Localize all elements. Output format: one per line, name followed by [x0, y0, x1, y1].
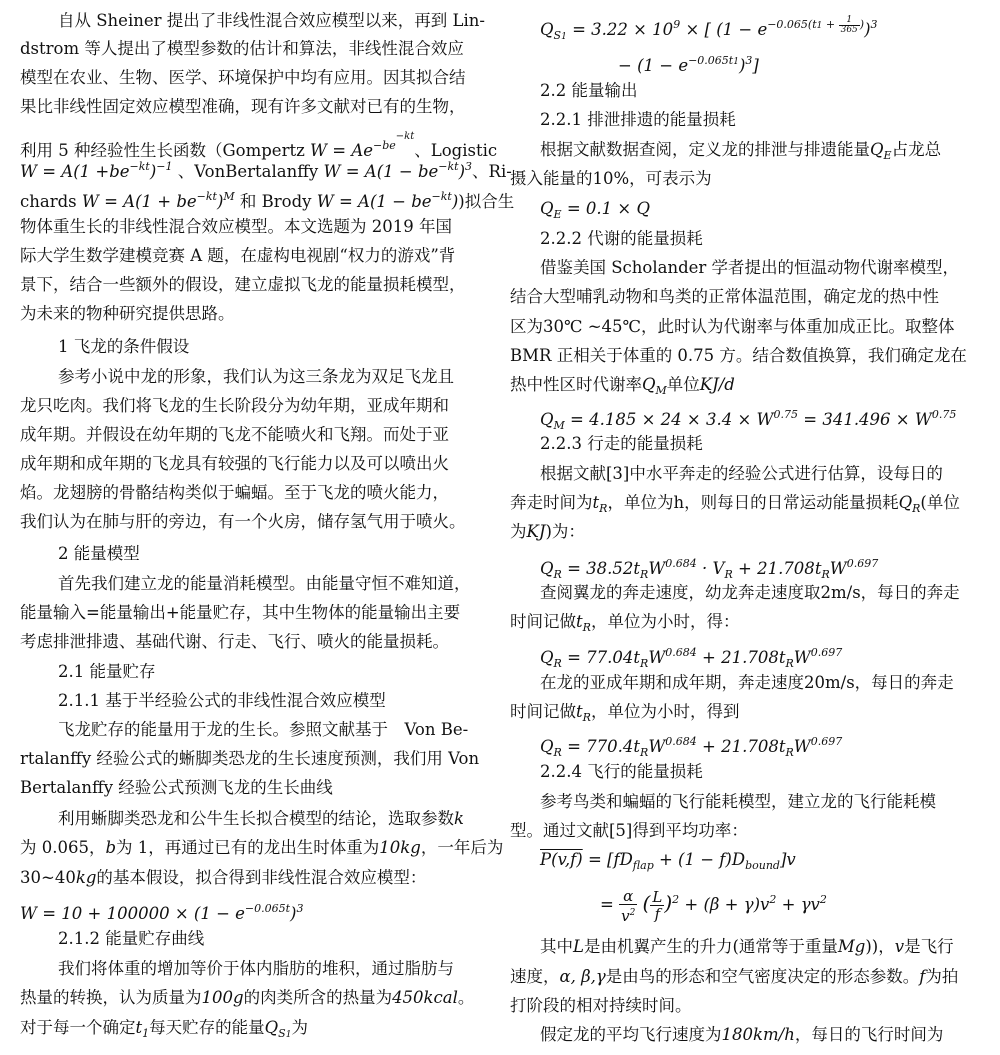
paragraph-line: 摄入能量的10%，可表示为	[510, 169, 712, 188]
subsection-heading: 2.1.2 能量贮存曲线	[58, 929, 205, 948]
section-heading: 1 飞龙的条件假设	[58, 337, 190, 356]
paragraph-line: 为未来的物种研究提供思路。	[20, 304, 235, 323]
vonbertalanffy-formula: $W = A(1 - be^{-kt})^3$	[323, 160, 473, 181]
flight-power-equation-line1: $P(v,f) = [fD_{flap} + (1 - f)D_{bound}]v$	[540, 850, 796, 872]
paragraph-line: 打阶段的相对持续时间。	[510, 996, 692, 1015]
running-equation: $Q_R = 38.52t_RW^{0.684} \cdot V_R + 21.708t_RW^{0.697}$	[540, 557, 879, 581]
paragraph-line: 根据文献数据查阅，定义龙的排泄与排遗能量$Q_E$占龙总	[540, 140, 942, 162]
paragraph-line: 焰。龙翅膀的骨骼结构类似于蝙蝠。至于飞龙的喷火能力，	[20, 483, 449, 502]
paragraph-line: 热中性区时代谢率$Q_M$单位KJ/d	[510, 375, 735, 397]
paragraph-line: 际大学生数学建模竞赛 A 题，在虚构电视剧“权力的游戏”背	[20, 246, 456, 265]
text: 、VonBertalanffy	[177, 162, 319, 181]
paragraph-line: 根据文献[3]中水平奔走的经验公式进行估算，设每日的	[540, 464, 943, 483]
text: chards	[20, 192, 77, 211]
paragraph-line: 我们认为在肺与肝的旁边，有一个火房，储存氢气用于喷火。	[20, 512, 466, 531]
richards-formula: $W = A(1 + be^{-kt})^M$	[81, 190, 235, 211]
text: 、Ri-	[472, 162, 512, 181]
text: 和 Brody	[239, 192, 312, 211]
paragraph-line: 区为30℃ ~45℃，此时认为代谢率与体重加成正比。取整体	[510, 317, 955, 336]
paragraph-line: 能量输入=能量输出+能量贮存，其中生物体的能量输出主要	[20, 603, 461, 622]
paragraph-line: 奔走时间为$t_R$，单位为h，则每日的日常运动能量损耗$Q_R$(单位	[510, 493, 960, 515]
text: 利用 5 种经验性生长函数（Gompertz	[20, 141, 305, 160]
young-running-equation: $Q_R = 77.04t_RW^{0.684} + 21.708t_RW^{0.697}$	[540, 646, 843, 670]
paragraph-line: 物体重生长的非线性混合效应模型。本文选题为 2019 年国	[20, 217, 452, 236]
paragraph-line: 参考鸟类和蝙蝠的飞行能耗模型，建立龙的飞行能耗模	[540, 792, 936, 811]
brody-formula: $W = A(1 - be^{-kt})$	[316, 190, 459, 211]
text: 、Logistic	[414, 141, 498, 160]
paragraph-line: 查阅翼龙的奔走速度，幼龙奔走速度取2m/s，每日的奔走	[540, 583, 960, 602]
gompertz-formula: $W = Ae^{-be-kt}$	[310, 131, 415, 160]
paragraph-line: 时间记做$t_R$，单位为小时，得：	[510, 612, 740, 634]
subsection-heading: 2.2.1 排泄排遗的能量损耗	[540, 110, 736, 129]
paragraph-line: 时间记做$t_R$，单位为小时，得到	[510, 702, 740, 724]
storage-equation-line1: $Q_{S1} = 3.22 \times 10^9$ × [ $(1 - e^{-0.065(t1 + \frac{1}{365} )})^3$	[540, 14, 878, 42]
paragraph-line: 首先我们建立龙的能量消耗模型。由能量守恒不难知道，	[58, 574, 471, 593]
paragraph-line: 果比非线性固定效应模型准确，现有许多文献对已有的生物，	[20, 97, 466, 116]
paragraph-line: Bertalanffy 经验公式预测飞龙的生长曲线	[20, 778, 333, 797]
paragraph-line: 在龙的亚成年期和成年期，奔走速度20m/s，每日的奔走	[540, 673, 954, 692]
paragraph-line: BMR 正相关于体重的 0.75 方。结合数值换算，我们确定龙在	[510, 346, 967, 365]
paragraph-line: 我们将体重的增加等价于体内脂肪的堆积，通过脂肪与	[58, 959, 454, 978]
subsection-heading: 2.1.1 基于半经验公式的非线性混合效应模型	[58, 691, 386, 710]
paragraph-line: 景下，结合一些额外的假设，建立虚拟飞龙的能量损耗模型，	[20, 275, 466, 294]
paragraph-line: 对于每一个确定$t_1$每天贮存的能量$Q_{S1}$为	[20, 1018, 308, 1040]
paragraph-line: 模型在农业、生物、医学、环境保护中均有应用。因其拟合结	[20, 68, 466, 87]
text: )拟合生	[458, 192, 515, 211]
paragraph-line: 30~40kg的基本假设，拟合得到非线性混合效应模型：	[20, 868, 427, 887]
adult-running-equation: $Q_R = 770.4t_RW^{0.684} + 21.708t_RW^{0.697}$	[540, 735, 843, 759]
subsection-heading: 2.2.2 代谢的能量损耗	[540, 229, 703, 248]
paragraph-line: 速度，α, β,γ是由鸟的形态和空气密度决定的形态参数。f为拍	[510, 967, 959, 986]
subsection-heading: 2.1 能量贮存	[58, 662, 156, 681]
growth-equation: $W = 10 + 100000 \times (1 - e^{-0.065t})^3$	[20, 902, 304, 923]
paragraph-line: 龙只吃肉。我们将飞龙的生长阶段分为幼年期，亚成年期和	[20, 396, 449, 415]
paragraph-line: rtalanffy 经验公式的蜥脚类恐龙的生长速度预测，我们用 Von	[20, 749, 480, 768]
paragraph-line: 为 0.065，b为 1，再通过已有的龙出生时体重为10kg，一年后为	[20, 838, 504, 857]
paragraph-line: 结合大型哺乳动物和鸟类的正常体温范围，确定龙的热中性	[510, 287, 939, 306]
subsection-heading: 2.2.3 行走的能量损耗	[540, 434, 703, 453]
excretion-equation: $Q_E = 0.1 \times Q$	[540, 199, 650, 221]
subsection-heading: 2.2.4 飞行的能量损耗	[540, 762, 703, 781]
metabolic-equation: $Q_M = 4.185 \times 24 \times 3.4 \times W^{0.75} = 341.496 \times W^{0.75}$	[540, 408, 957, 432]
logistic-formula: $W = A(1 +be^{-kt})^{-1}$	[20, 160, 173, 181]
paragraph-line: 成年期和成年期的飞龙具有较强的飞行能力以及可以喷出火	[20, 454, 449, 473]
paragraph-line: 型。通过文献[5]得到平均功率：	[510, 821, 748, 840]
paragraph-line: 考虑排泄排遗、基础代谢、行走、飞行、喷火的能量损耗。	[20, 632, 449, 651]
subsection-heading: 2.2 能量输出	[540, 81, 638, 100]
paragraph-line: 热量的转换，认为质量为100g的肉类所含的热量为450kcal。	[20, 988, 475, 1007]
paragraph-line: 为KJ)为：	[510, 522, 585, 541]
paragraph-line: dstrom 等人提出了模型参数的估计和算法，非线性混合效应	[20, 39, 464, 58]
paragraph-line: 利用蜥脚类恐龙和公牛生长拟合模型的结论，选取参数k	[58, 809, 464, 828]
paragraph-line: 假定龙的平均飞行速度为180km/h，每日的飞行时间为	[540, 1025, 944, 1044]
paragraph-line: 自从 Sheiner 提出了非线性混合效应模型以来，再到 Lin-	[58, 11, 485, 30]
section-heading: 2 能量模型	[58, 544, 140, 563]
paragraph-line: 借鉴美国 Scholander 学者提出的恒温动物代谢率模型，	[540, 258, 960, 277]
paragraph-line: 其中L是由机翼产生的升力(通常等于重量Mg))，v是飞行	[540, 937, 954, 956]
paragraph-line: 飞龙贮存的能量用于龙的生长。参照文献基于 Von Be-	[58, 720, 469, 739]
paragraph-line	[20, 184, 514, 215]
paragraph-line	[20, 154, 512, 185]
flight-power-equation-line2: = $\frac{\alpha}{v^2}$ ( $\frac{L}{f}$ )$^2 + (\beta + \gamma)v^2 + \gamma v^2$	[600, 886, 827, 925]
paragraph-line: 成年期。并假设在幼年期的飞龙不能喷火和飞翔。而处于亚	[20, 425, 449, 444]
paragraph-line: 参考小说中龙的形象，我们认为这三条龙为双足飞龙且	[58, 367, 454, 386]
storage-equation-line2: − $(1 - e^{-0.065t1})^3$]	[618, 54, 759, 75]
